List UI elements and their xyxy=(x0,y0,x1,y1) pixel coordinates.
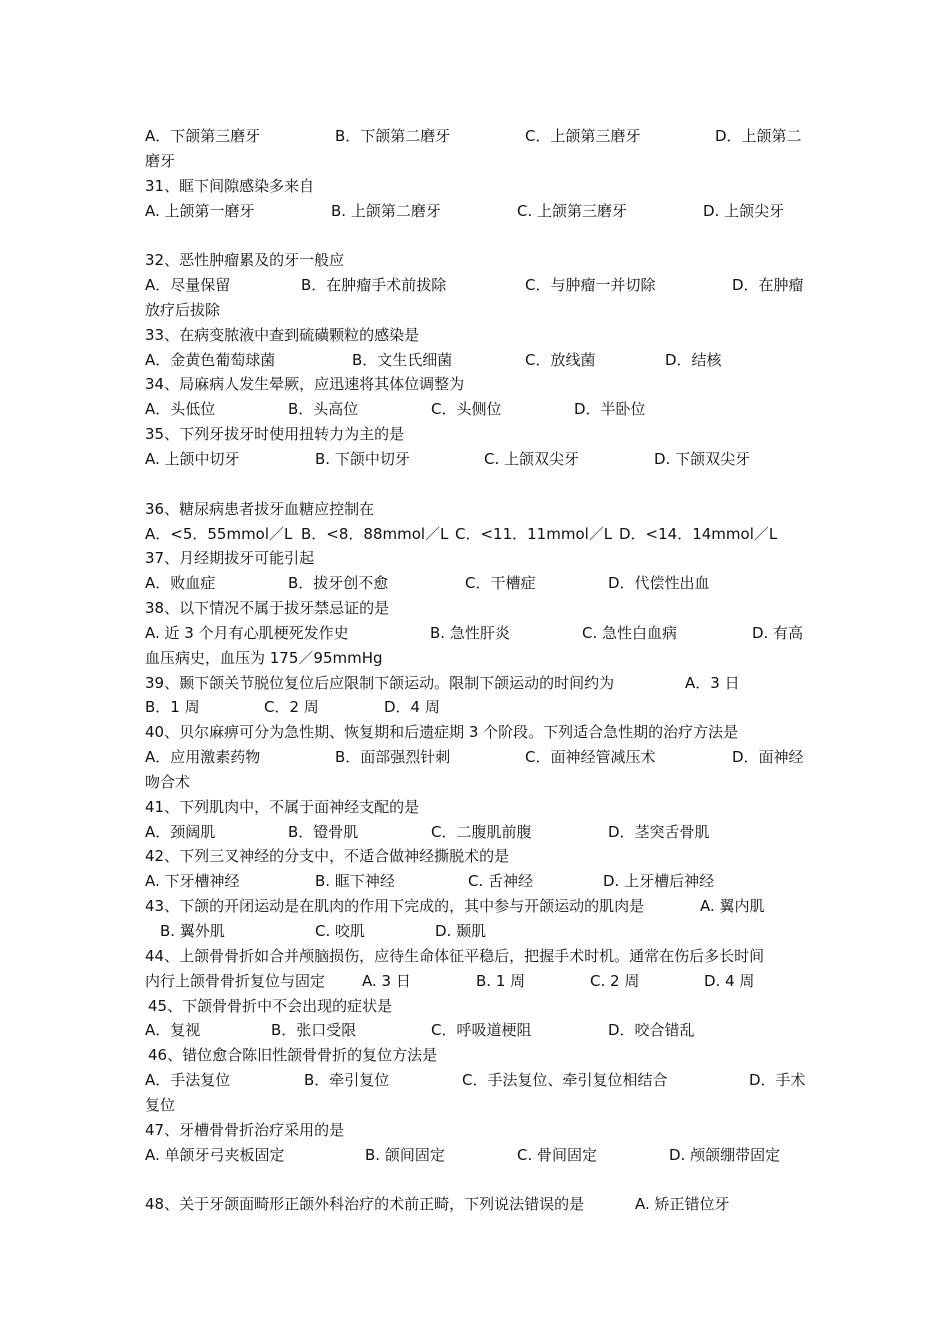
text-segment: D．面神经 xyxy=(732,748,804,767)
text-segment: B．张口受限 xyxy=(271,1021,357,1040)
text-line xyxy=(145,372,810,397)
text-line xyxy=(145,1143,810,1168)
text-line xyxy=(145,273,810,298)
text-segment: C．<11．11mmol／L xyxy=(455,524,613,543)
text-line xyxy=(145,174,810,199)
text-segment: C．与肿瘤一并切除 xyxy=(525,276,656,295)
text-segment: 36、糖尿病患者拔牙血糖应控制在 xyxy=(145,499,375,518)
text-segment: C．干槽症 xyxy=(465,574,536,593)
text-segment: 内行上颌骨骨折复位与固定 xyxy=(145,971,326,990)
text-segment: 33、在病变脓液中查到硫磺颗粒的感染是 xyxy=(145,325,420,344)
text-segment: A. 翼内肌 xyxy=(700,897,765,916)
text-segment: B．文生氏细菌 xyxy=(352,350,453,369)
text-segment: C. 上颌双尖牙 xyxy=(484,449,580,468)
text-segment: A. 近 3 个月有心肌梗死发作史 xyxy=(145,623,349,642)
text-segment: A．下颌第三磨牙 xyxy=(145,127,261,145)
text-line xyxy=(145,919,810,944)
text-segment: C. 咬肌 xyxy=(315,922,366,940)
text-line xyxy=(145,745,810,770)
text-segment: C. 骨间固定 xyxy=(517,1145,598,1164)
text-line xyxy=(145,1068,810,1093)
text-segment: A. 矫正错位牙 xyxy=(635,1195,730,1214)
text-segment: D. 上牙槽后神经 xyxy=(603,872,715,891)
text-segment: 42、下列三叉神经的分支中，不适合做神经撕脱术的是 xyxy=(145,847,510,866)
text-line xyxy=(145,149,810,174)
text-segment: D. 颞肌 xyxy=(435,922,487,940)
text-segment: 45、下颌骨骨折中不会出现的症状是 xyxy=(148,996,393,1015)
text-line xyxy=(145,199,810,224)
blank-line xyxy=(145,472,810,497)
text-line xyxy=(145,671,810,696)
text-segment: B．1 周 xyxy=(145,698,200,717)
text-segment: B. 急性肝炎 xyxy=(430,623,510,642)
text-line xyxy=(145,497,810,522)
text-segment: A．颈阔肌 xyxy=(145,822,216,841)
text-line xyxy=(145,894,810,919)
text-line xyxy=(145,770,810,795)
text-line xyxy=(145,844,810,869)
text-segment: D．结核 xyxy=(665,350,722,369)
text-segment: C．2 周 xyxy=(264,698,319,717)
exam-question-text xyxy=(145,124,810,1217)
text-segment: D. 4 周 xyxy=(704,971,755,990)
text-segment: C．呼吸道梗阻 xyxy=(431,1021,532,1040)
text-segment: A. 单颌牙弓夹板固定 xyxy=(145,1145,285,1164)
text-segment: B．拔牙创不愈 xyxy=(288,574,389,593)
text-segment: D．在肿瘤 xyxy=(732,276,804,295)
text-segment: 血压病史，血压为 175／95mmHg xyxy=(145,648,383,667)
text-segment: 40、贝尔麻痹可分为急性期、恢复期和后遗症期 3 个阶段。下列适合急性期的治疗方法是 xyxy=(145,723,739,742)
text-segment: A. 上颌第一磨牙 xyxy=(145,201,255,220)
text-segment: C．面神经管减压术 xyxy=(525,748,656,767)
text-line xyxy=(145,571,810,596)
text-line xyxy=(145,397,810,422)
text-segment: A. 下牙槽神经 xyxy=(145,872,240,891)
text-segment: A．应用激素药物 xyxy=(145,748,261,767)
text-line xyxy=(145,546,810,571)
text-segment: B．下颌第二磨牙 xyxy=(335,127,451,145)
text-segment: 37、月经期拔牙可能引起 xyxy=(145,549,315,568)
text-segment: D．代偿性出血 xyxy=(608,574,710,593)
text-line xyxy=(145,596,810,621)
text-line xyxy=(145,720,810,745)
text-segment: A．金黄色葡萄球菌 xyxy=(145,350,276,369)
text-segment: D. 下颌双尖牙 xyxy=(654,449,751,468)
text-segment: C. 2 周 xyxy=(590,971,640,990)
text-segment: 吻合术 xyxy=(145,772,191,791)
text-segment: 41、下列肌肉中，不属于面神经支配的是 xyxy=(145,797,420,816)
text-segment: 38、以下情况不属于拔牙禁忌证的是 xyxy=(145,599,390,618)
text-line xyxy=(145,869,810,894)
text-segment: A．败血症 xyxy=(145,574,216,593)
text-segment: A．手法复位 xyxy=(145,1071,231,1090)
text-segment: B．牵引复位 xyxy=(304,1071,390,1090)
text-line xyxy=(145,298,810,323)
text-line xyxy=(145,969,810,994)
text-line xyxy=(145,820,810,845)
text-segment: 32、恶性肿瘤累及的牙一般应 xyxy=(145,251,345,270)
text-line xyxy=(145,522,810,547)
text-segment: 46、错位愈合陈旧性颌骨骨折的复位方法是 xyxy=(148,1046,438,1065)
text-segment: C．头侧位 xyxy=(431,400,502,419)
text-segment: D. 有高 xyxy=(752,623,804,642)
text-line xyxy=(145,646,810,671)
text-segment: C．上颌第三磨牙 xyxy=(525,127,641,145)
text-segment: D．咬合错乱 xyxy=(608,1021,695,1040)
text-segment: B．头高位 xyxy=(288,400,359,419)
text-line xyxy=(145,1018,810,1043)
text-segment: B．镫骨肌 xyxy=(288,822,359,841)
text-line xyxy=(145,1192,810,1217)
text-segment: 磨牙 xyxy=(145,151,176,170)
text-segment: B. 翼外肌 xyxy=(160,922,225,940)
text-segment: 47、牙槽骨骨折治疗采用的是 xyxy=(145,1120,345,1139)
text-segment: 复位 xyxy=(145,1095,176,1114)
text-segment: 34、局麻病人发生晕厥，应迅速将其体位调整为 xyxy=(145,375,465,394)
text-segment: 48、关于牙颌面畸形正颌外科治疗的术前正畸，下列说法错误的是 xyxy=(145,1195,585,1214)
text-segment: A. 3 日 xyxy=(362,971,411,990)
text-segment: C．二腹肌前腹 xyxy=(431,822,532,841)
text-segment: D. 上颌尖牙 xyxy=(703,201,785,220)
text-segment: B. 眶下神经 xyxy=(315,872,395,891)
text-segment: B. 颌间固定 xyxy=(365,1145,445,1164)
text-segment: D．4 周 xyxy=(384,698,440,717)
text-line xyxy=(145,621,810,646)
text-segment: D．手术 xyxy=(749,1071,806,1090)
text-segment: C. 舌神经 xyxy=(468,872,534,891)
text-line xyxy=(145,695,810,720)
text-segment: D. 颅颌绷带固定 xyxy=(669,1145,781,1164)
text-segment: A．3 日 xyxy=(685,673,740,692)
text-line xyxy=(145,795,810,820)
text-segment: A. 上颌中切牙 xyxy=(145,449,240,468)
text-segment: A．头低位 xyxy=(145,400,216,419)
text-line xyxy=(145,323,810,348)
text-line xyxy=(145,1118,810,1143)
text-segment: B．在肿瘤手术前拔除 xyxy=(301,276,447,295)
text-line xyxy=(145,994,810,1019)
text-segment: D．茎突舌骨肌 xyxy=(608,822,710,841)
text-segment: A．尽量保留 xyxy=(145,276,231,295)
text-segment: D．上颌第二 xyxy=(715,127,802,145)
text-segment: C．放线菌 xyxy=(525,350,596,369)
text-segment: C. 上颌第三磨牙 xyxy=(517,201,628,220)
text-line xyxy=(145,124,810,149)
blank-line xyxy=(145,1167,810,1192)
text-line xyxy=(145,944,810,969)
text-line xyxy=(145,248,810,273)
text-segment: B. 1 周 xyxy=(476,971,526,990)
text-line xyxy=(145,1043,810,1068)
blank-line xyxy=(145,223,810,248)
text-segment: B．面部强烈针刺 xyxy=(335,748,451,767)
text-segment: 35、下列牙拔牙时使用扭转力为主的是 xyxy=(145,425,405,444)
text-segment: D．<14．14mmol／L xyxy=(619,524,778,543)
text-line xyxy=(145,422,810,447)
text-segment: 31、眶下间隙感染多来自 xyxy=(145,176,315,195)
text-line xyxy=(145,447,810,472)
text-line xyxy=(145,348,810,373)
text-segment: A．复视 xyxy=(145,1021,201,1040)
text-segment: 43、下颌的开闭运动是在肌肉的作用下完成的，其中参与开颌运动的肌肉是 xyxy=(145,897,645,916)
text-segment: C. 急性白血病 xyxy=(582,623,678,642)
text-segment: A．<5．55mmol／L xyxy=(145,524,293,543)
text-segment: D．半卧位 xyxy=(574,400,646,419)
text-segment: B. 上颌第二磨牙 xyxy=(331,201,441,220)
text-segment: B．<8．88mmol／L xyxy=(301,524,449,543)
text-segment: C．手法复位、牵引复位相结合 xyxy=(462,1071,668,1090)
text-segment: 39、颞下颌关节脱位复位后应限制下颌运动。限制下颌运动的时间约为 xyxy=(145,673,615,692)
text-segment: 44、上颌骨骨折如合并颅脑损伤，应待生命体征平稳后，把握手术时机。通常在伤后多长时间 xyxy=(145,946,765,965)
text-line xyxy=(145,1093,810,1118)
text-segment: 放疗后拔除 xyxy=(145,300,221,319)
text-segment: B. 下颌中切牙 xyxy=(315,449,410,468)
